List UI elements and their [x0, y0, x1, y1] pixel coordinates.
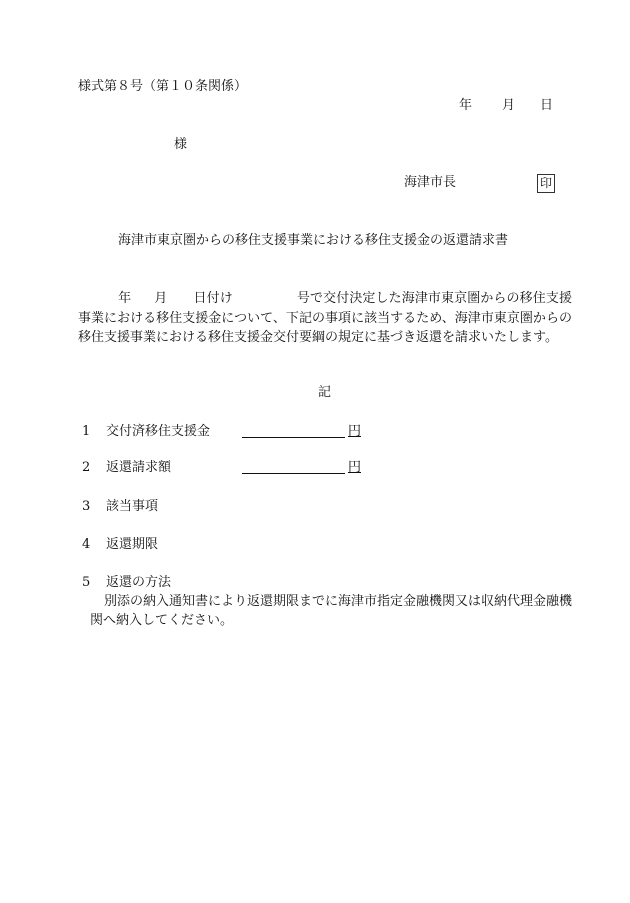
item-number: 1	[82, 424, 91, 439]
issuer-name: 海津市長	[404, 175, 457, 190]
seal-mark: 印	[537, 174, 555, 193]
item-label: 返還請求額	[106, 460, 172, 475]
ki-heading: 記	[318, 385, 332, 400]
date-day: 日	[540, 98, 554, 113]
addressee-suffix: 様	[174, 137, 188, 152]
amount-blank-line	[242, 424, 345, 438]
item-number: 4	[82, 537, 91, 552]
date-year: 年	[459, 98, 473, 113]
method-text	[90, 592, 576, 630]
body-year: 年	[118, 291, 132, 306]
body-month: 月	[154, 291, 168, 306]
body-day-suffix: 日付け	[193, 291, 233, 306]
item-number: 3	[82, 499, 91, 514]
request-paragraph	[78, 289, 572, 348]
yen-unit: 円	[348, 424, 362, 439]
method-body: 別添の納入通知書により返還期限までに海津市指定金融機関又は収納代理金融機関へ納入してください。	[90, 594, 573, 628]
date-month: 月	[502, 98, 516, 113]
item-number: 5	[82, 575, 91, 590]
item-label: 返還の方法	[106, 575, 172, 590]
item-label: 該当事項	[106, 499, 159, 514]
item-number: 2	[82, 460, 91, 475]
item-label: 交付済移住支援金	[106, 424, 211, 439]
yen-unit: 円	[348, 460, 362, 475]
amount-blank-line	[242, 460, 345, 474]
item-label: 返還期限	[106, 537, 159, 552]
body-text: 号で交付決定した海津市東京圏からの移住支援事業における移住支援金について、下記の事項に該当するため、海津市東京圏からの移住支援事業における移住支援金交付要綱の規定に基づき返還を請求いたします。	[78, 291, 572, 345]
form-number: 様式第８号（第１０条関係）	[78, 79, 248, 94]
document-title: 海津市東京圏からの移住支援事業における移住支援金の返還請求書	[118, 233, 509, 248]
